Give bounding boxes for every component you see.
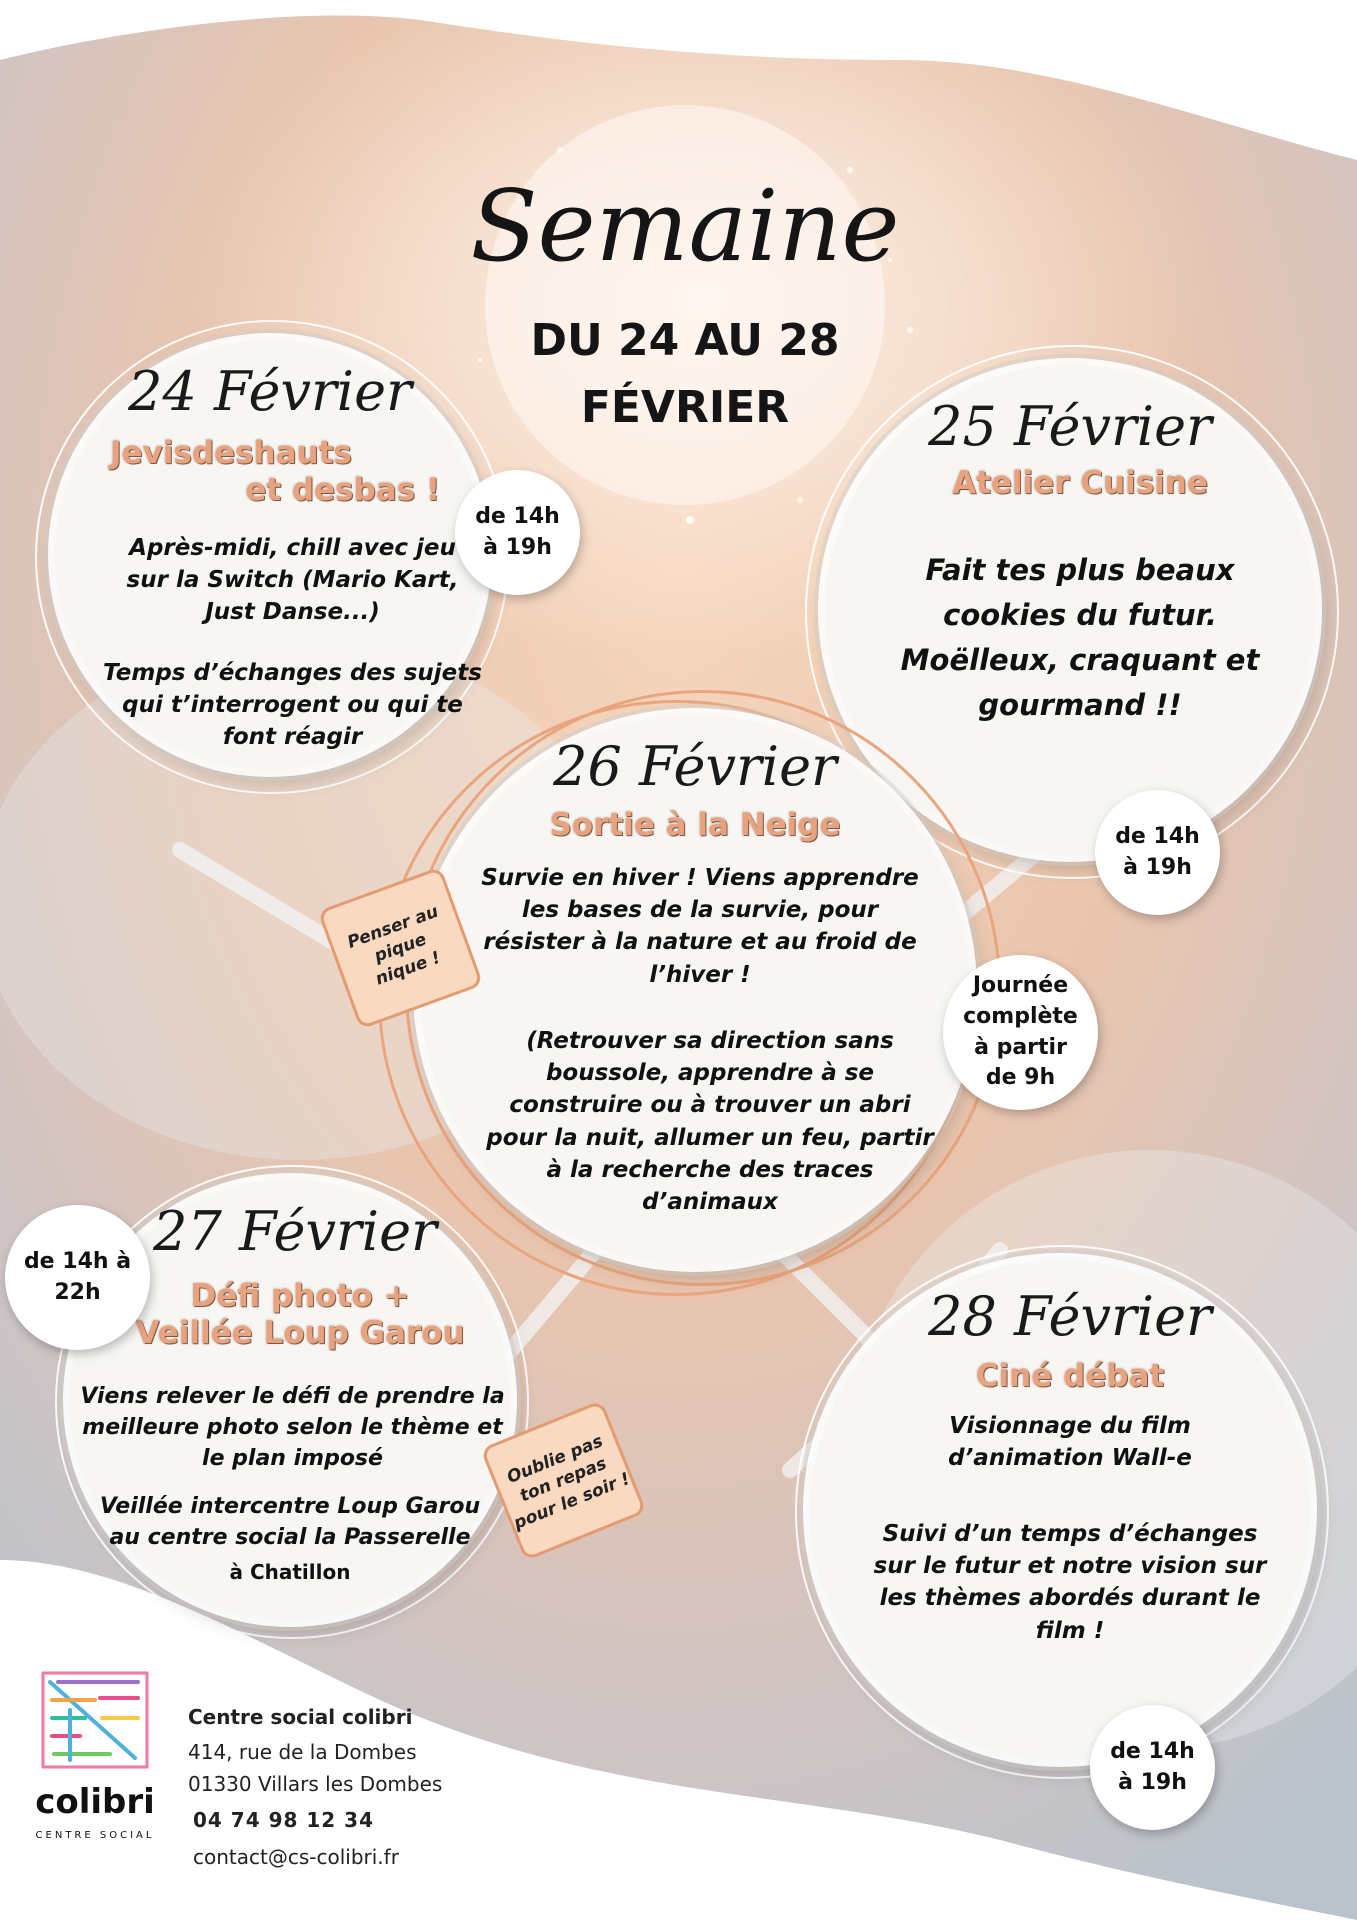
event-activity: Ciné débat bbox=[975, 1358, 1165, 1394]
colibri-logo bbox=[25, 1670, 165, 1855]
logo-subtitle: CENTRE SOCIAL bbox=[35, 1830, 155, 1841]
event-description-3: à Chatillon bbox=[229, 1560, 351, 1584]
event-date: 27 Février bbox=[153, 1200, 437, 1263]
phone-number: 04 74 98 12 34 bbox=[193, 1808, 375, 1832]
event-time-badge: de 14h à 19h bbox=[455, 470, 580, 595]
note-bubble: Oublie pas ton repas pour le soir ! bbox=[480, 1400, 647, 1561]
event-description: Après-midi, chill avec jeu sur la Switch (Mario Kart, Just Danse...) bbox=[126, 535, 459, 626]
note-bubble: Penser au pique nique ! bbox=[317, 866, 483, 1029]
event-activity-line: Jevisdeshauts bbox=[110, 435, 352, 471]
colibri-logo-mark bbox=[40, 1670, 150, 1770]
org-name: Centre social colibri bbox=[188, 1705, 413, 1729]
event-description: Fait tes plus beaux cookies du futur. Moëlleux, craquant et gourmand !! bbox=[900, 553, 1260, 722]
event-time-badge: Journée complète à partir de 9h bbox=[943, 955, 1098, 1110]
event-description: Viens relever le défi de prendre la meilleure photo selon le thème et le plan imposé bbox=[80, 1384, 505, 1471]
event-date: 24 Février bbox=[128, 360, 412, 423]
header-circle bbox=[485, 105, 885, 505]
event-activity-line: Veillée Loup Garou bbox=[135, 1315, 465, 1352]
event-activity-line: Défi photo + bbox=[190, 1278, 410, 1314]
address-line-2: 01330 Villars les Dombes bbox=[188, 1772, 443, 1796]
email-link[interactable]: contact@cs-colibri.fr bbox=[193, 1845, 399, 1869]
event-description-2: (Retrouver sa direction sans boussole, apprendre à se construire ou à trouver un abri pour la nuit, allumer un feu, partir à la recherche des traces d’animaux bbox=[486, 1028, 934, 1215]
event-time-badge: de 14h à 19h bbox=[1090, 1705, 1215, 1830]
event-date: 28 Février bbox=[928, 1285, 1212, 1348]
event-description-2: Suivi d’un temps d’échanges sur le futur et notre vision sur les thèmes abordés durant le film ! bbox=[873, 1521, 1267, 1644]
event-date: 25 Février bbox=[928, 395, 1212, 458]
event-date: 26 Février bbox=[553, 735, 837, 798]
event-activity bbox=[90, 435, 450, 509]
event-description-2: Veillée intercentre Loup Garou au centre social la Passerelle bbox=[99, 1494, 481, 1550]
event-description: Visionnage du film d’animation Wall-e bbox=[948, 1413, 1192, 1472]
event-description-2: Temps d’échanges des sujets qui t’interrogent ou qui te font réagir bbox=[103, 660, 482, 751]
address-line-1: 414, rue de la Dombes bbox=[188, 1740, 417, 1764]
title-script: Semaine bbox=[470, 170, 900, 284]
event-activity: Atelier Cuisine bbox=[952, 465, 1208, 501]
event-description: Survie en hiver ! Viens apprendre les bases de la survie, pour résister à la nature et au froid de l’hiver ! bbox=[481, 865, 919, 988]
dates-line-2: FÉVRIER bbox=[580, 382, 790, 433]
event-time-badge: de 14h à 22h bbox=[5, 1205, 150, 1350]
dates-line-1: DU 24 AU 28 bbox=[530, 315, 840, 366]
event-activity: Sortie à la Neige bbox=[549, 807, 841, 843]
event-activity-line: et desbas ! bbox=[245, 472, 440, 509]
logo-wordmark: colibri bbox=[35, 1782, 155, 1822]
event-time-badge: de 14h à 19h bbox=[1095, 790, 1220, 915]
